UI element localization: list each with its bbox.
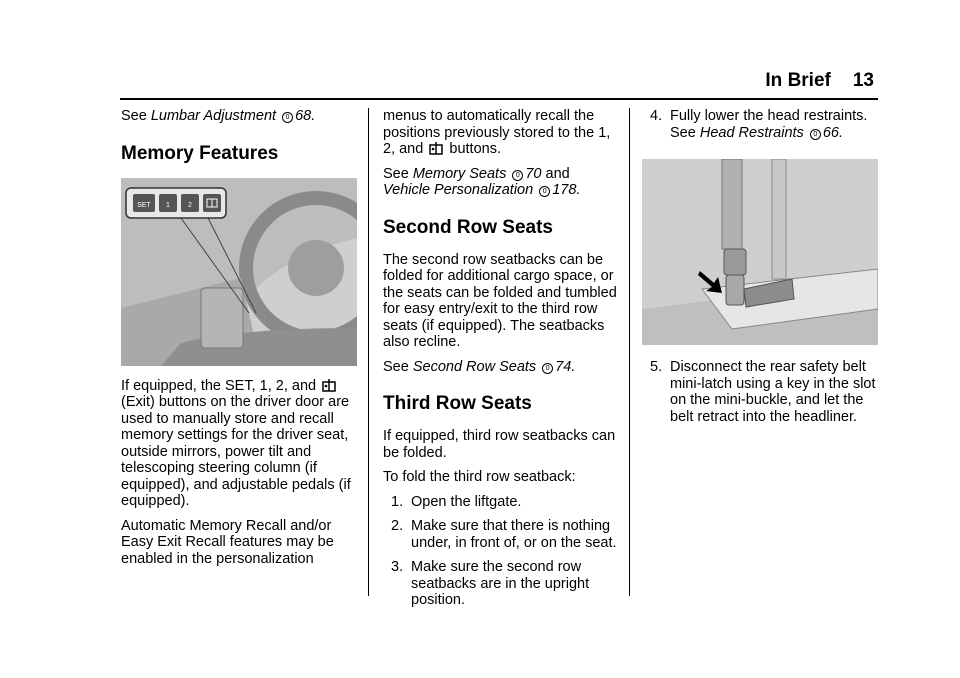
memory-1-button-label: 1 [166,201,170,209]
section-heading: Second Row Seats [383,216,553,238]
paragraph: menus to automatically recall the positions previously stored to the 1, 2, and buttons. [383,108,611,157]
reference-link[interactable]: Lumbar Adjustment [150,108,277,124]
section-title: In Brief [765,70,831,91]
page-ref-icon: 0 [542,363,553,374]
memory-2-button-label: 2 [188,201,192,209]
section-heading: Memory Features [121,142,279,164]
cross-reference: See Lumbar Adjustment 0 68. [121,108,316,124]
reference-page[interactable]: 74 [555,358,572,375]
reference-link[interactable]: Head Restraints [699,124,804,141]
paragraph: Automatic Memory Recall and/or Easy Exit Recall features may be enabled in the personalization [121,517,334,567]
reference-page[interactable]: 70 [525,165,542,182]
page-ref-icon: 0 [539,186,550,197]
page-ref-icon: 0 [810,129,821,140]
column-1 [121,108,357,575]
list-item: 5. Disconnect the rear safety belt mini-latch using a key in the slot on the mini-buckle, and let the belt retract into the headliner. [650,359,876,425]
page-header [765,70,874,92]
list-item: 4. Fully lower the head restraints. See Head Restraints 0 66. [650,108,868,141]
step-list [642,359,878,425]
page-ref-icon: 0 [512,170,523,181]
cross-reference: See Memory Seats 0 70 and Vehicle Personalization 0 178. [383,165,581,198]
reference-page[interactable]: 178 [552,182,577,198]
column-3 [642,108,878,433]
paragraph: The second row seatbacks can be folded for additional cargo space, or the seats can be folded and tumbled for easy entry/exit to the third row seats (if equipped). The seatbacks also recline. [383,251,617,350]
reference-page[interactable]: 66 [822,124,839,141]
memory-buttons-illustration [121,178,357,366]
list-item: 1. Open the liftgate. [391,493,522,510]
reference-link[interactable]: Second Row Seats [412,358,537,375]
exit-button-icon [429,142,443,155]
step-list [642,108,878,141]
seat-belt-illustration [642,159,878,345]
reference-link[interactable]: Memory Seats [412,165,507,182]
paragraph: To fold the third row seatback: [383,469,576,485]
cross-reference: See Second Row Seats 0 74. [383,358,576,375]
paragraph: If equipped, third row seatbacks can be folded. [383,428,616,461]
section-heading: Third Row Seats [383,393,532,414]
page-ref-icon: 0 [282,112,293,123]
exit-button-icon [322,379,336,392]
reference-page[interactable]: 68 [295,108,312,124]
step-list [383,494,618,609]
header-rule [120,98,878,100]
list-item: 2. Make sure that there is nothing under, in front of, or on the seat. [391,518,617,551]
memory-description: If equipped, the SET, 1, 2, and (Exit) buttons on the driver door are used to manually store and recall memory settings for the driver seat, outside mirrors, power tilt and telescoping steering column (if equipped), and adjustable pedals (if equipped). [121,377,351,509]
list-item: 3. Make sure the second row seatbacks are in the upright position. [391,559,590,608]
column-divider [629,108,630,596]
page-number: 13 [852,70,874,91]
column-2 [383,108,618,617]
reference-link[interactable]: Vehicle Personalization [383,182,534,198]
set-button-label: SET [137,201,151,209]
column-divider [368,108,369,596]
